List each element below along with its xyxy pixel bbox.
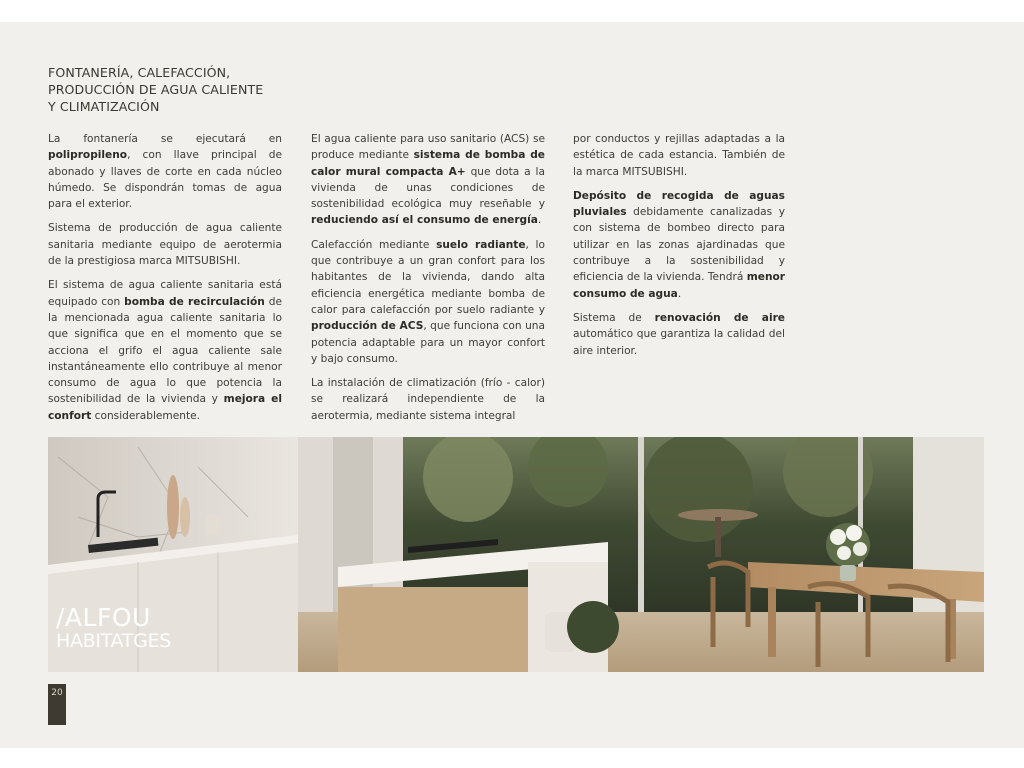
interior-kitchen-photo <box>48 437 984 672</box>
paragraph-climatization: La instalación de climatización (frío - calor) se realizará independiente de la aerotermia, mediante sistema integral <box>311 377 545 422</box>
paragraph-plumbing: La fontanería se ejecutará en polipropileno, con llave principal de abonado y llaves de corte en cada núcleo húmedo. Se dispondrán tomas de agua para el exterior. <box>48 133 282 211</box>
section-title-line: Y CLIMATIZACIÓN <box>48 99 160 114</box>
logo-line-1: /ALFOU <box>56 603 151 632</box>
kitchen-dining-illustration <box>48 437 984 672</box>
paragraph-hot-water-system: Sistema de producción de agua caliente sanitaria mediante equipo de aerotermia de la prestigiosa marca MITSUBISHI. <box>48 222 282 268</box>
section-title-line: FONTANERÍA, CALEFACCIÓN, <box>48 65 231 80</box>
paragraph-air-renewal: Sistema de renovación de aire automático que garantiza la calidad del aire interior. <box>573 311 785 357</box>
text-column-1 <box>48 131 282 432</box>
paragraph-underfloor-heating: Calefacción mediante suelo radiante, lo que contribuye a un gran confort para los habitantes de la vivienda, dando alta eficiencia energética mediante bomba de calor para calefacción por suelo radiante y producción de ACS, que funciona con una potencia adaptable para un mayor confort y bajo consumo. <box>311 238 545 365</box>
section-title <box>48 64 328 115</box>
paragraph-ducts: por conductos y rejillas adaptadas a la estética de cada estancia. También de la marca MITSUBISHI. <box>573 133 785 178</box>
page-number: 20 <box>48 684 66 725</box>
section-title-line: PRODUCCIÓN DE AGUA CALIENTE <box>48 82 264 97</box>
text-column-2 <box>311 131 545 432</box>
paragraph-recirculation: El sistema de agua caliente sanitaria está equipado con bomba de recirculación de la mencionada agua caliente sanitaria lo que significa que en el momento que se acciona el grifo el agua caliente sale instantáneamente ello contribuye al menor consumo de agua lo que potencia la sostenibilidad de la vivienda y mejora el confort considerablemente. <box>48 279 282 422</box>
paragraph-rainwater: Depósito de recogida de aguas pluviales debidamente canalizadas y con sistema de bombeo directo para utilizar en las zonas ajardinadas que contribuye a la sostenibilidad y eficiencia de la vivienda. Tendrá menor consumo de agua. <box>573 189 785 300</box>
alfou-logo <box>56 605 171 651</box>
logo-line-2: HABITATGES <box>56 630 171 652</box>
text-column-3 <box>573 131 785 367</box>
paragraph-acs: El agua caliente para uso sanitario (ACS) se produce mediante sistema de bomba de calor mural compacta A+ que dota a la vivienda de unas condiciones de sostenibilidad ecológica muy reseñable y reduciendo así el consumo de energía. <box>311 133 545 227</box>
